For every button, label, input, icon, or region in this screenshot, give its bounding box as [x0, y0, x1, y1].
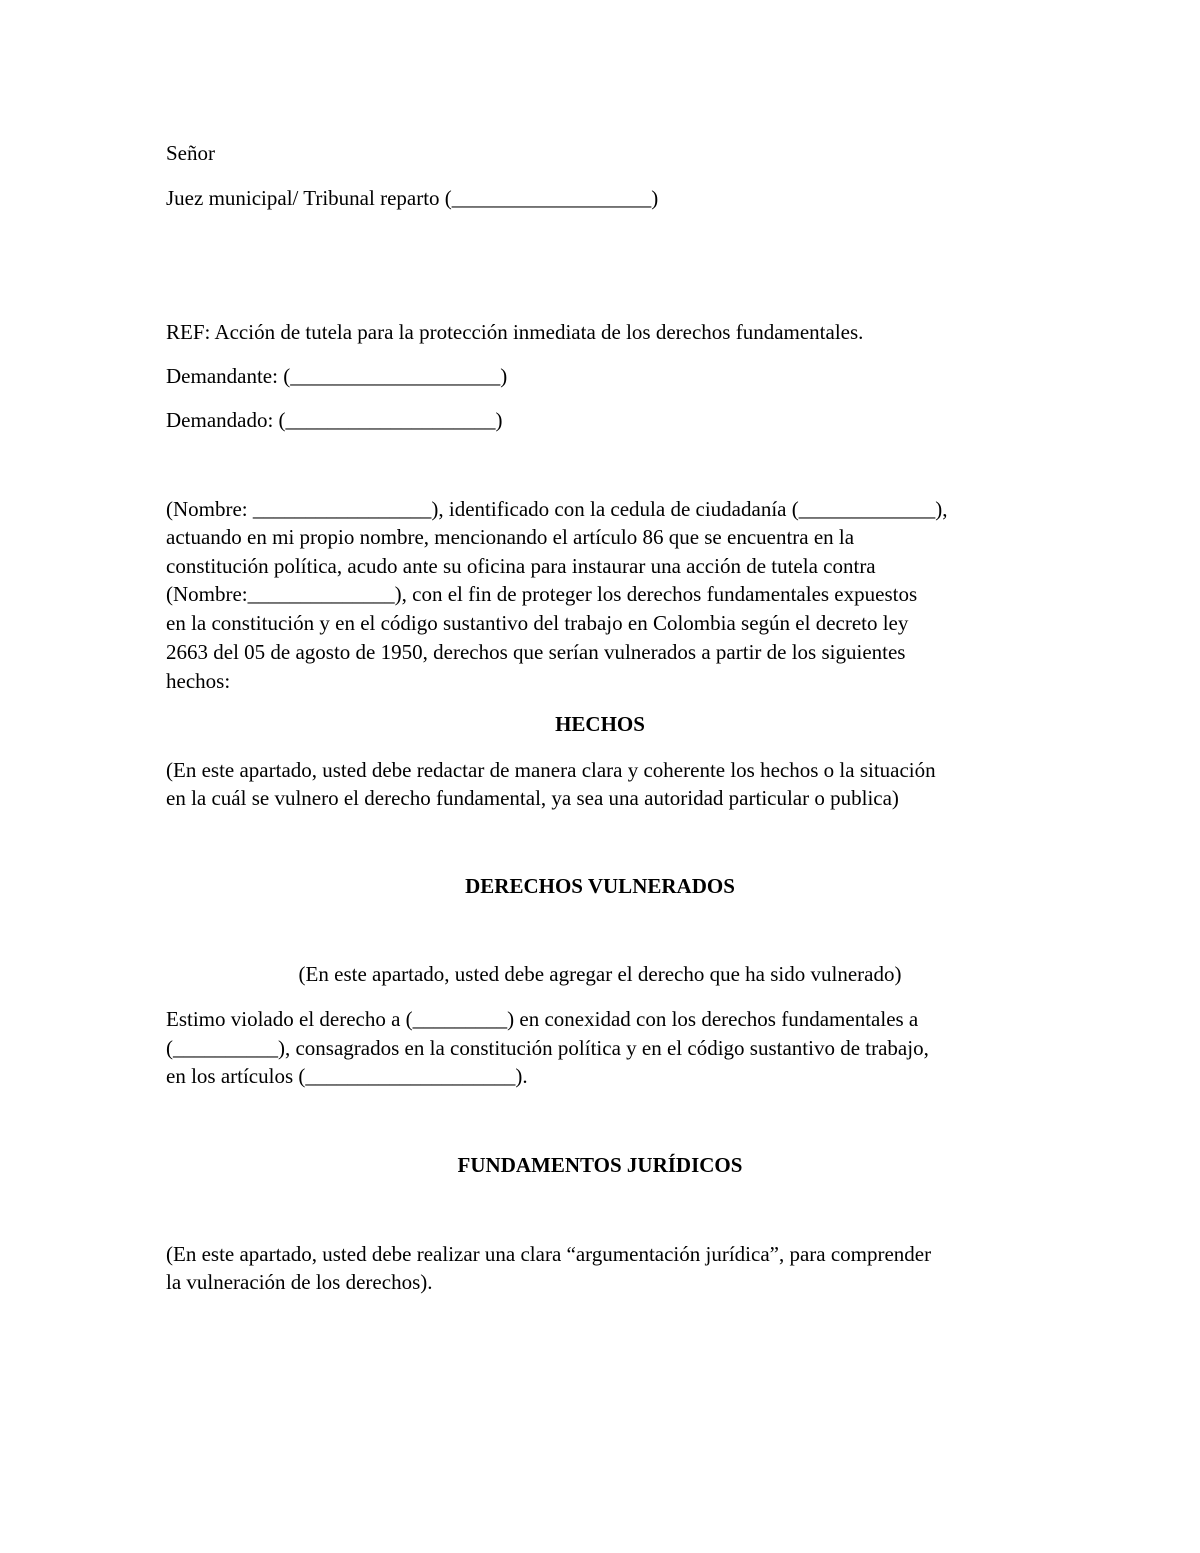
derechos-instruction: (En este apartado, usted debe agregar el derecho que ha sido vulnerado)	[298, 962, 902, 986]
intro-line: (Nombre:______________), con el fin de proteger los derechos fundamentales expuestos	[166, 582, 918, 606]
salutation: Señor	[166, 141, 215, 165]
derechos-line: (__________), consagrados en la constitución política y en el código sustantivo de trabajo,	[166, 1036, 929, 1060]
intro-line: constitución política, acudo ante su oficina para instaurar una acción de tutela contra	[166, 554, 876, 578]
hechos-line: (En este apartado, usted debe redactar de manera clara y coherente los hechos o la situación	[166, 758, 936, 782]
fundamentos-line: (En este apartado, usted debe realizar una clara “argumentación jurídica”, para comprender	[166, 1242, 932, 1266]
intro-line: actuando en mi propio nombre, mencionando el artículo 86 que se encuentra en la	[166, 525, 855, 549]
defendant-line: Demandado: (____________________)	[166, 408, 503, 432]
hechos-line: en la cuál se vulnero el derecho fundamental, ya sea una autoridad particular o publica)	[166, 786, 899, 810]
intro-line: (Nombre: _________________), identificado con la cedula de ciudadanía (_____________),	[166, 497, 948, 521]
addressee-line: Juez municipal/ Tribunal reparto (___________________)	[166, 186, 659, 210]
plaintiff-line: Demandante: (____________________)	[166, 364, 508, 388]
intro-line: en la constitución y en el código sustantivo del trabajo en Colombia según el decreto ley	[166, 611, 909, 635]
intro-line: 2663 del 05 de agosto de 1950, derechos que serían vulnerados a partir de los siguientes	[166, 640, 906, 664]
reference-line: REF: Acción de tutela para la protección inmediata de los derechos fundamentales.	[166, 320, 864, 344]
intro-line: hechos:	[166, 669, 231, 693]
derechos-line: Estimo violado el derecho a (_________) en conexidad con los derechos fundamentales a	[166, 1007, 919, 1031]
fundamentos-line: la vulneración de los derechos).	[166, 1270, 433, 1294]
derechos-line: en los artículos (____________________).	[166, 1064, 528, 1088]
fundamentos-heading: FUNDAMENTOS JURÍDICOS	[457, 1153, 743, 1177]
derechos-heading: DERECHOS VULNERADOS	[465, 874, 735, 898]
hechos-heading: HECHOS	[555, 712, 645, 736]
